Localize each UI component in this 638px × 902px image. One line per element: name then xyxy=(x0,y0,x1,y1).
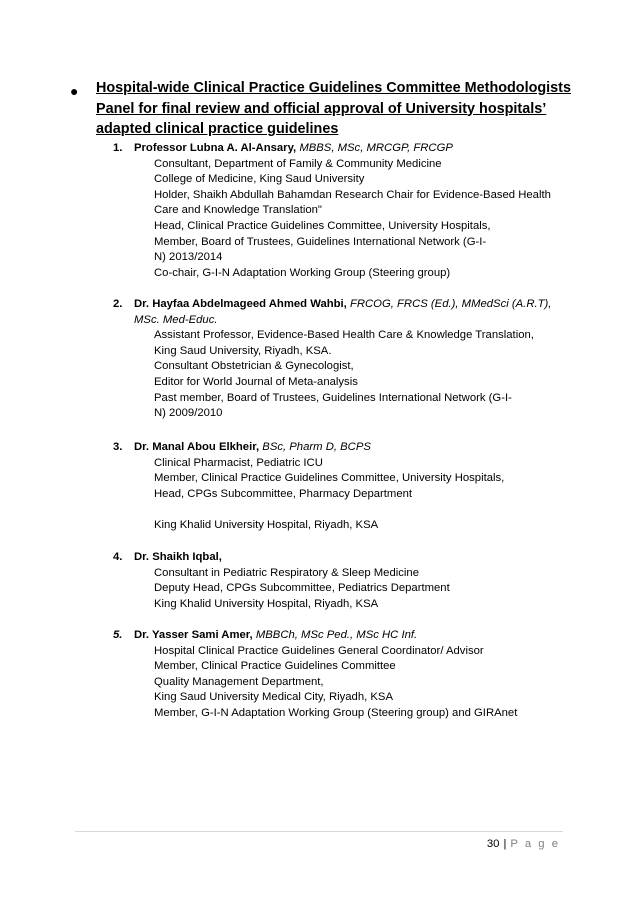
member-name: Dr. Shaikh Iqbal, xyxy=(134,551,222,563)
member-entry xyxy=(113,550,583,612)
member-entry xyxy=(113,628,583,722)
member-entry xyxy=(113,440,583,534)
detail-line: Editor for World Journal of Meta-analysis xyxy=(154,375,358,388)
member-number: 3. xyxy=(113,441,123,453)
member-name: Dr. Yasser Sami Amer, xyxy=(134,629,253,641)
detail-line: Consultant, Department of Family & Community Medicine xyxy=(154,157,442,170)
member-number: 4. xyxy=(113,551,123,563)
detail-line: Hospital Clinical Practice Guidelines General Coordinator/ Advisor xyxy=(154,644,484,657)
detail-line: Past member, Board of Trustees, Guidelines International Network (G-I- xyxy=(154,391,512,404)
member-header xyxy=(134,141,583,157)
detail-line: N) 2013/2014 xyxy=(154,251,223,264)
detail-line: College of Medicine, King Saud University xyxy=(154,173,365,186)
member-qualifications: MBBCh, MSc Ped., MSc HC Inf. xyxy=(255,629,418,641)
detail-line: Deputy Head, CPGs Subcommittee, Pediatrics Department xyxy=(154,582,450,595)
member-number: 2. xyxy=(113,298,123,310)
detail-line: Quality Management Department, xyxy=(154,675,324,688)
detail-line: Member, Clinical Practice Guidelines Committee xyxy=(154,660,396,673)
member-details xyxy=(154,644,583,722)
heading-line: adapted clinical practice guidelines xyxy=(96,121,339,137)
detail-line: Consultant Obstetrician & Gynecologist, xyxy=(154,360,354,373)
member-name: Professor Lubna A. Al-Ansary, xyxy=(134,142,297,154)
footer-divider xyxy=(75,831,563,832)
detail-line: King Khalid University Hospital, Riyadh, KSA xyxy=(154,518,379,531)
member-number: 1. xyxy=(113,142,123,154)
detail-line: Assistant Professor, Evidence-Based Health Care & Knowledge Translation, xyxy=(154,329,534,342)
detail-line: Head, CPGs Subcommittee, Pharmacy Department xyxy=(154,487,413,500)
member-details xyxy=(154,456,583,534)
detail-line: King Saud University, Riyadh, KSA. xyxy=(154,344,332,357)
page-footer xyxy=(487,838,560,850)
member-details xyxy=(154,157,583,282)
member-qualifications-continued: MSc. Med-Educ. xyxy=(134,313,218,326)
bullet-icon: ● xyxy=(70,83,79,99)
heading-line: Panel for final review and official approval of University hospitals’ xyxy=(96,100,547,117)
member-header xyxy=(134,628,583,644)
member-qualifications: BSc, Pharm D, BCPS xyxy=(262,441,371,453)
member-details xyxy=(154,328,583,422)
member-qualifications: MBBS, MSc, MRCGP, FRCGP xyxy=(299,142,453,154)
detail-line: Member, G-I-N Adaptation Working Group (Steering group) and GIRAnet xyxy=(154,706,518,719)
detail-line: Member, Board of Trustees, Guidelines International Network (G-I- xyxy=(154,235,487,248)
detail-line: King Saud University Medical City, Riyadh, KSA xyxy=(154,691,394,704)
section-heading xyxy=(96,78,576,140)
member-qualifications: FRCOG, FRCS (Ed.), MMedSci (A.R.T), xyxy=(349,298,552,310)
heading-line: Hospital-wide Clinical Practice Guidelines Committee Methodologists xyxy=(96,80,571,96)
member-header xyxy=(134,297,583,313)
detail-line: King Khalid University Hospital, Riyadh, KSA xyxy=(154,597,379,610)
detail-line: Care and Knowledge Translation" xyxy=(154,204,322,217)
detail-line: Co-chair, G-I-N Adaptation Working Group (Steering group) xyxy=(154,266,451,279)
detail-line: Holder, Shaikh Abdullah Bahamdan Research Chair for Evidence-Based Health xyxy=(154,188,551,201)
detail-line: Head, Clinical Practice Guidelines Committee, University Hospitals, xyxy=(154,219,491,232)
member-number: 5. xyxy=(113,629,123,641)
detail-line: Member, Clinical Practice Guidelines Committee, University Hospitals, xyxy=(154,472,505,485)
blank-line xyxy=(154,502,583,518)
footer-separator: | xyxy=(503,838,507,850)
page-label: P a g e xyxy=(510,838,560,850)
member-header xyxy=(134,550,583,566)
member-name: Dr. Hayfaa Abdelmageed Ahmed Wahbi, xyxy=(134,298,347,310)
member-name: Dr. Manal Abou Elkheir, xyxy=(134,441,260,453)
detail-line: N) 2009/2010 xyxy=(154,407,223,420)
page-number: 30 xyxy=(486,838,500,850)
detail-line: Clinical Pharmacist, Pediatric ICU xyxy=(154,456,323,469)
member-entry xyxy=(113,297,583,422)
member-header xyxy=(134,440,583,456)
member-entry xyxy=(113,141,583,281)
member-details xyxy=(154,566,583,613)
detail-line: Consultant in Pediatric Respiratory & Sleep Medicine xyxy=(154,566,419,579)
